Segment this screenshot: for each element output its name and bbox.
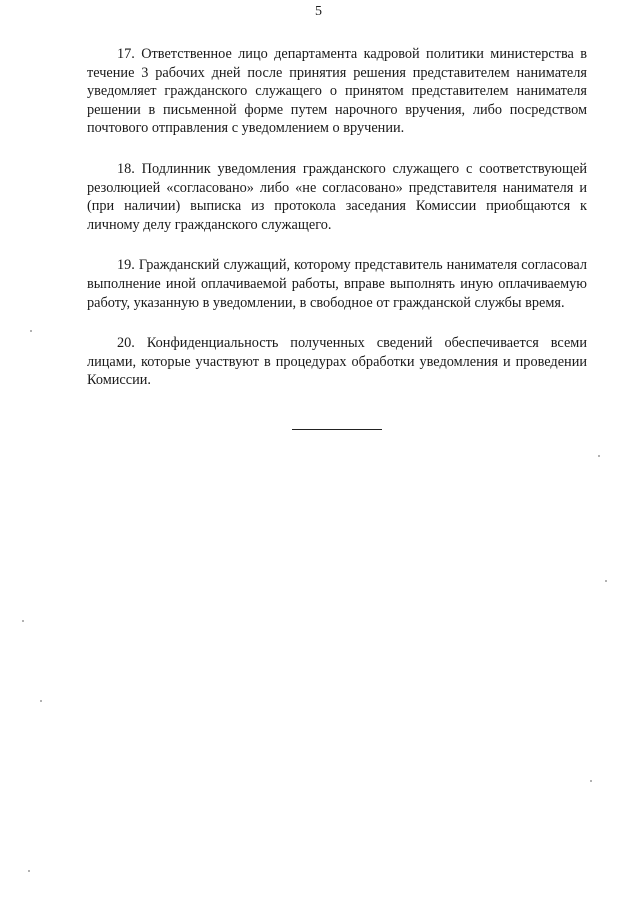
paragraph-18: 18. Подлинник уведомления гражданского служащего с соответствующей резолюцией «согласовано» либо «не согласовано» представителя нанимателя и (при наличии) выписка из протокола заседания Комиссии приобщаются к личному делу гражданского служащего. (87, 160, 587, 233)
scan-speck (30, 330, 32, 332)
paragraph-19: 19. Гражданский служащий, которому представитель нанимателя согласовал выполнение иной оплачиваемой работы, вправе выполнять иную оплачиваемую работу, указанную в уведомлении, в свободное от гражданской службы время. (87, 257, 587, 311)
scan-speck (605, 580, 607, 582)
scan-speck (590, 780, 592, 782)
paragraph-17: 17. Ответственное лицо департамента кадровой политики министерства в течение 3 рабочих дней после принятия решения представителем нанимателя уведомляет гражданского служащего о принятом представителем нанимателя решении в письменной форме путем нарочного вручения, либо посредством почтового отправления с уведомлением о вручении. (87, 46, 587, 137)
end-divider-line (292, 429, 382, 430)
page-number: 5 (315, 4, 322, 19)
scan-speck (598, 455, 600, 457)
scan-speck (40, 700, 42, 702)
scan-speck (28, 870, 30, 872)
paragraph-20: 20. Конфиденциальность полученных сведений обеспечивается всеми лицами, которые участвуют в процедурах обработки уведомления и проведении Комиссии. (87, 335, 587, 389)
document-body (87, 45, 587, 412)
scan-speck (22, 620, 24, 622)
